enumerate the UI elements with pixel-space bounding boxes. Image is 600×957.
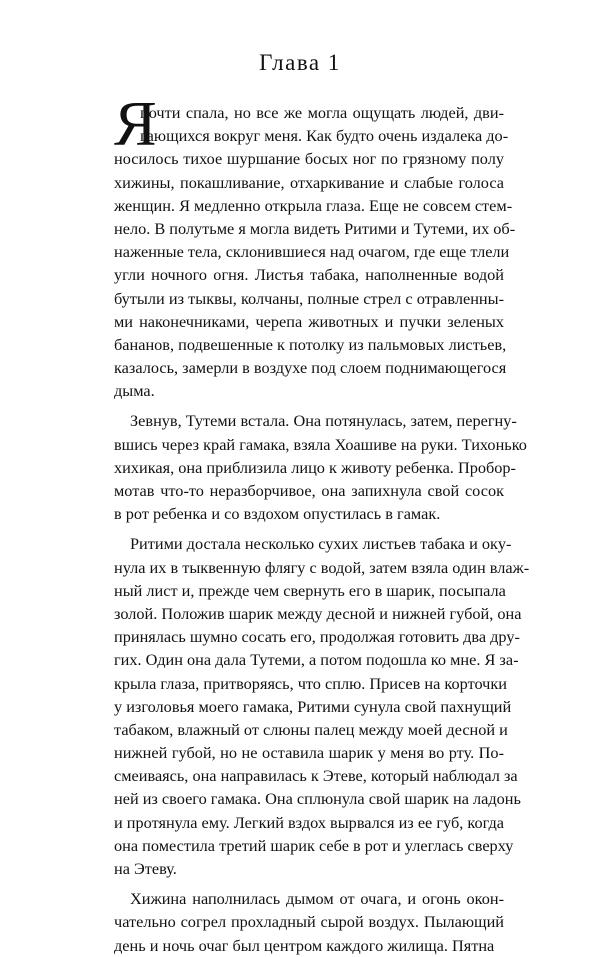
text-line: ней из своего гамака. Она сплюнула свой шарик на ладонь bbox=[114, 789, 521, 809]
text-line: дыма. bbox=[114, 381, 155, 401]
text-line: нула их в тыквенную флягу с водой, затем взяла один влаж- bbox=[114, 557, 530, 577]
text-line: нижней губой, но не оставила шарик у меня во рту. По- bbox=[114, 743, 504, 763]
paragraph bbox=[114, 88, 516, 402]
text-line: женщин. Я медленно открыла глаза. Еще не совсем стем- bbox=[114, 195, 513, 215]
text-line: чательно согрел прохладный сырой воздух. Пылающий bbox=[114, 912, 504, 932]
text-line: бананов, подвешенные к потолку из пальмовых листьев, bbox=[114, 334, 507, 354]
text-line: на Этеву. bbox=[114, 859, 177, 878]
paragraph-gap bbox=[114, 402, 504, 409]
paragraph bbox=[114, 532, 530, 880]
text-line: мотав что-то неразборчивое, она запихнула свой сосок bbox=[114, 481, 504, 500]
text-line: Ритими достала несколько сухих листьев табака и окy- bbox=[130, 534, 512, 554]
text-line: казалось, замерли в воздухе под слоем поднимающегося bbox=[114, 358, 507, 378]
text-line: и протянула ему. Легкий вздох вырвался из ее губ, когда bbox=[114, 812, 504, 832]
text-line: в рот ребенка и со вздохом опустилась в гамак. bbox=[114, 504, 441, 524]
paragraph bbox=[114, 887, 504, 957]
text-line: гих. Один она дала Тутеми, а потом подошла ко мне. Я за- bbox=[114, 650, 519, 670]
paragraph bbox=[114, 409, 527, 525]
chapter-title: Глава 1 bbox=[259, 50, 341, 75]
text-line: золой. Положив шарик между десной и нижней губой, она bbox=[114, 603, 522, 623]
text-line: ми наконечниками, черепа животных и пучки зеленых bbox=[114, 311, 504, 331]
text-line: она поместила третий шарик себе в рот и улеглась сверху bbox=[114, 835, 514, 855]
text-line: принялась шумно сосать его, продолжая готовить два дру- bbox=[114, 627, 520, 647]
text-line: вшись через край гамака, взяла Хоашиве на руки. Тихонько bbox=[114, 434, 527, 454]
text-line: бутыли из тыквы, колчаны, полные стрел с отравленны- bbox=[114, 288, 504, 308]
text-line: хижины, покашливание, отхаркивание и слабые голоса bbox=[114, 172, 504, 192]
paragraph-gap bbox=[114, 525, 504, 532]
body-text bbox=[114, 88, 530, 957]
text-line: наженные тела, склонившиеся над очагом, где еще тлели bbox=[114, 242, 510, 262]
text-line: гающихся вокруг меня. Как будто очень издалека до- bbox=[140, 126, 509, 146]
text-line: смеиваясь, она направилась к Этеве, который наблюдал за bbox=[114, 766, 518, 786]
text-line: табаком, влажный от слюны палец между моей десной и bbox=[114, 719, 508, 739]
text-line: хихикая, она приблизила лицо к животу ребенка. Пробор- bbox=[114, 457, 516, 477]
text-line: у изголовья моего гамака, Ритими сунула свой пахнущий bbox=[114, 696, 512, 716]
text-line: нело. В полутьме я могла видеть Ритими и Тутеми, их об- bbox=[114, 218, 516, 238]
drop-cap: Я bbox=[114, 88, 157, 159]
text-line: Хижина наполнилась дымом от очага, и огонь окон- bbox=[130, 889, 504, 909]
text-line: носилось тихое шуршание босых ног по грязному полу bbox=[114, 149, 504, 169]
text-line: крыла глаза, притворяясь, что сплю. Присев на корточки bbox=[114, 673, 507, 693]
text-line: угли ночного огня. Листья табака, наполненные водой bbox=[114, 265, 504, 285]
text-line: Зевнув, Тутеми встала. Она потянулась, затем, перегну- bbox=[130, 411, 517, 431]
text-line: ный лист и, прежде чем свернуть его в шарик, посыпала bbox=[114, 580, 506, 600]
text-line: день и ночь очаг был центром каждого жилища. Пятна bbox=[114, 935, 495, 955]
text-line: почти спала, но все же могла ощущать людей, дви- bbox=[140, 103, 504, 122]
paragraph-gap bbox=[114, 880, 504, 887]
